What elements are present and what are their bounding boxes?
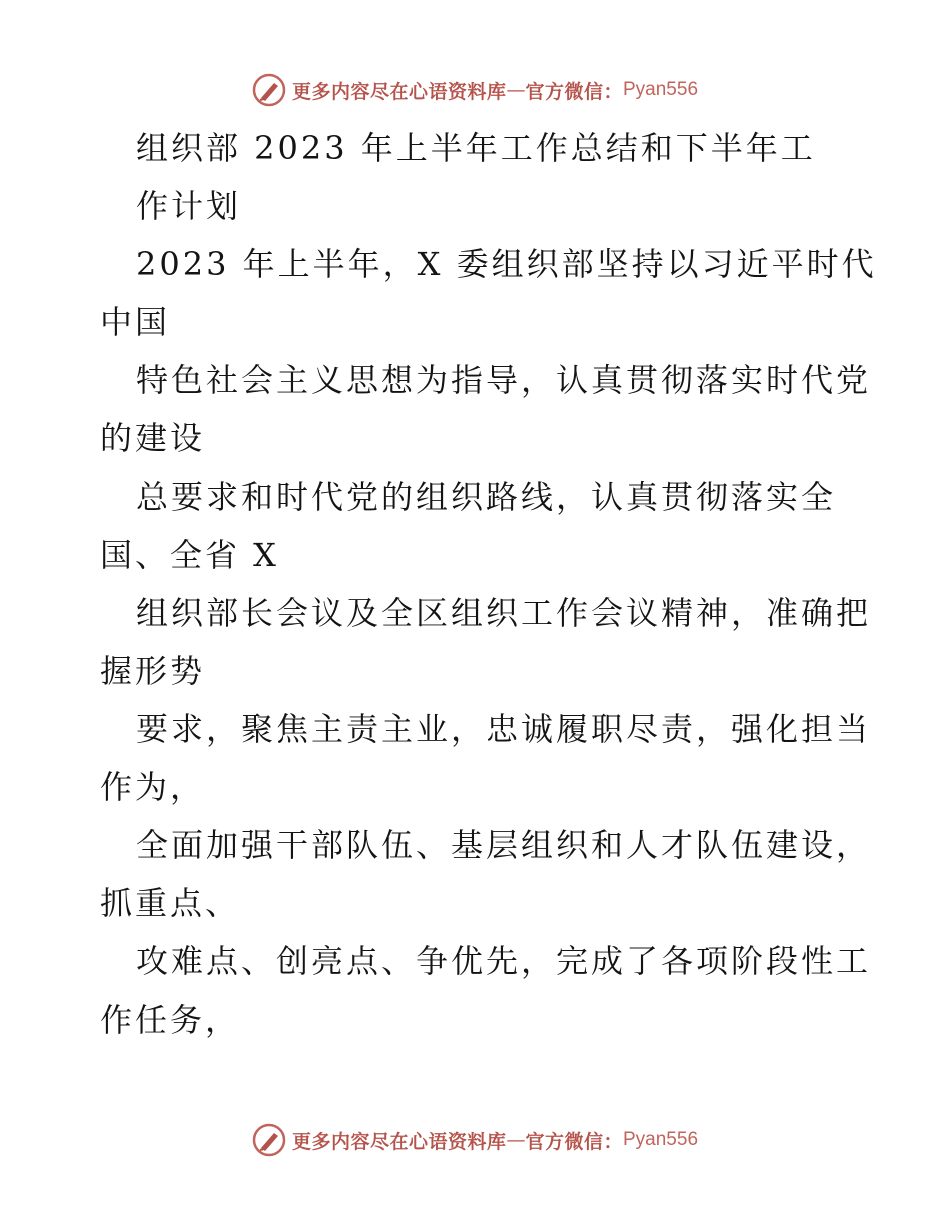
paragraph-line: 组织部长会议及全区组织工作会议精神，准确把	[136, 594, 872, 632]
paragraph-line: 抓重点、	[100, 884, 241, 922]
paragraph-line: 2023 年上半年，X 委组织部坚持以习近平时代	[136, 245, 877, 283]
watermark-label: 官方微信：	[525, 1130, 623, 1153]
paragraph-line: 总要求和时代党的组织路线，认真贯彻落实全	[136, 478, 837, 516]
watermark-label: 官方微信：	[525, 80, 623, 103]
paragraph-line: 作任务，	[100, 1001, 241, 1039]
watermark-wechat-id: Pyan556	[623, 79, 699, 100]
paragraph-line: 作为，	[100, 768, 206, 806]
paragraph-line: 中国	[100, 303, 171, 341]
watermark-wechat-id: Pyan556	[623, 1129, 699, 1150]
paragraph-line: 国、全省 X	[100, 536, 279, 574]
document-title-line-1: 组织部 2023 年上半年工作总结和下半年工	[136, 129, 816, 167]
pen-logo-icon	[252, 1123, 286, 1157]
watermark-text: 更多内容尽在心语资料库	[291, 1130, 507, 1153]
watermark-separator: —	[506, 79, 526, 101]
watermark-footer	[0, 1120, 950, 1160]
paragraph-line: 握形势	[100, 652, 206, 690]
paragraph-line: 特色社会主义思想为指导，认真贯彻落实时代党	[136, 361, 872, 399]
document-title-line-2: 作计划	[136, 187, 242, 225]
paragraph-line: 要求，聚焦主责主业，忠诚履职尽责，强化担当	[136, 710, 872, 748]
paragraph-line: 攻难点、创亮点、争优先，完成了各项阶段性工	[136, 942, 872, 980]
watermark-text: 更多内容尽在心语资料库	[291, 80, 507, 103]
watermark-separator: —	[506, 1129, 526, 1151]
paragraph-line: 全面加强干部队伍、基层组织和人才队伍建设，	[136, 826, 872, 864]
paragraph-line: 的建设	[100, 419, 206, 457]
